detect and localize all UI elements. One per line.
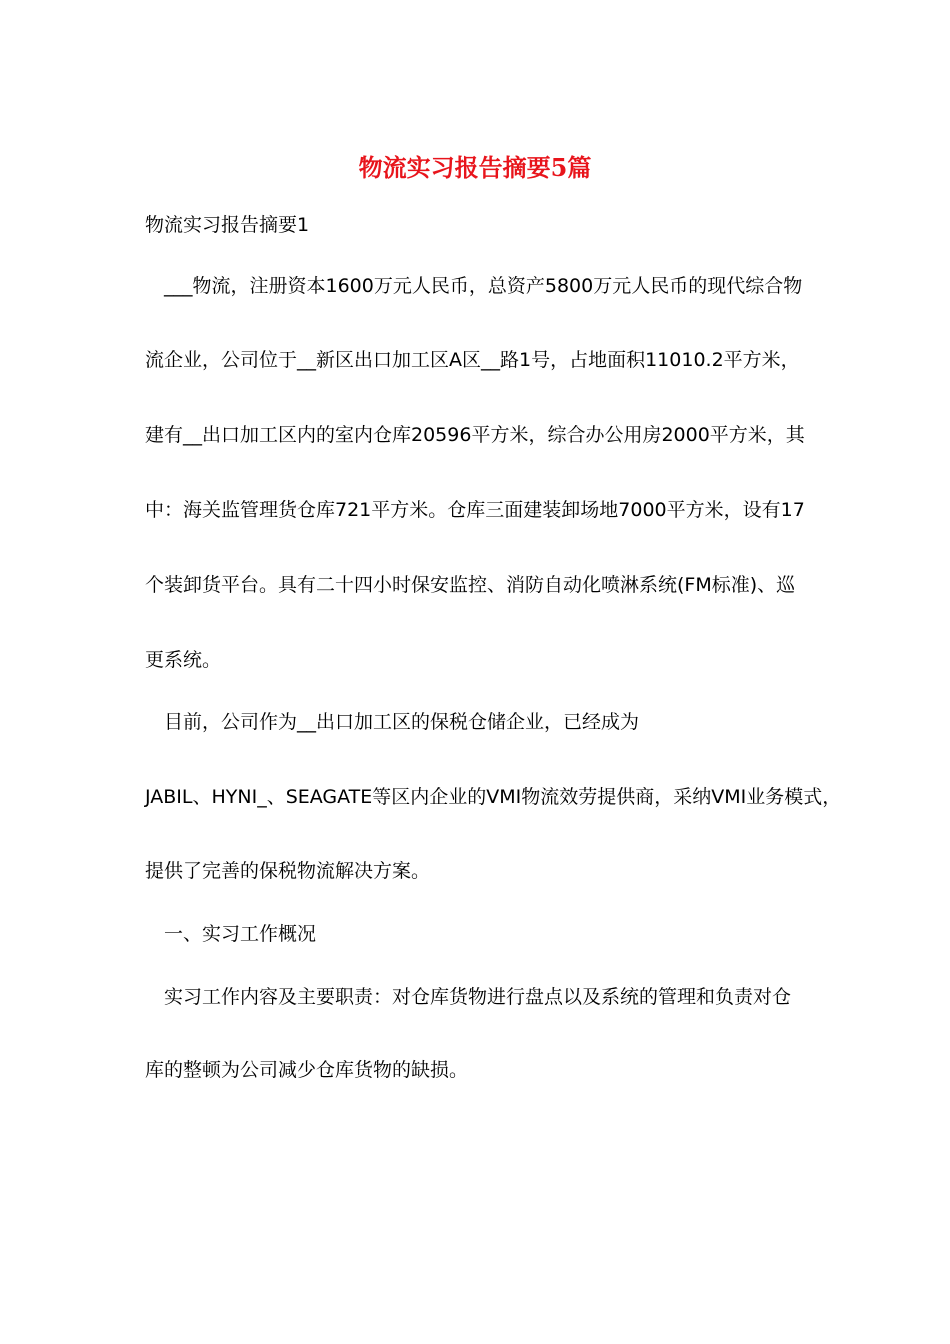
section-subheading: 一、实习工作概况 <box>164 923 317 945</box>
paragraph-line: 中：海关监管理货仓库721平方米。仓库三面建装卸场地7000平方米，设有17 <box>145 499 805 521</box>
paragraph-line: 实习工作内容及主要职责：对仓库货物进行盘点以及系统的管理和负责对仓 <box>164 986 792 1008</box>
paragraph-line: JABIL、HYNI_、SEAGATE等区内企业的VMI物流效劳提供商，采纳VMI业务模式， <box>145 786 842 808</box>
paragraph-line: 提供了完善的保税物流解决方案。 <box>145 860 431 882</box>
paragraph-line: 个装卸货平台。具有二十四小时保安监控、消防自动化喷淋系统(FM标准)、巡 <box>145 574 796 596</box>
section-heading: 物流实习报告摘要1 <box>145 214 310 236</box>
paragraph-line: ___物流，注册资本1600万元人民币，总资产5800万元人民币的现代综合物 <box>164 275 803 297</box>
paragraph-line: 更系统。 <box>145 649 222 671</box>
document-title: 物流实习报告摘要5篇 <box>358 153 592 182</box>
paragraph-line: 建有__出口加工区内的室内仓库20596平方米，综合办公用房2000平方米，其 <box>145 424 805 446</box>
paragraph-line: 库的整顿为公司减少仓库货物的缺损。 <box>145 1059 469 1081</box>
paragraph-line: 目前，公司作为__出口加工区的保税仓储企业，已经成为 <box>164 711 640 733</box>
paragraph-line: 流企业，公司位于__新区出口加工区A区__路1号，占地面积11010.2平方米， <box>145 349 800 371</box>
